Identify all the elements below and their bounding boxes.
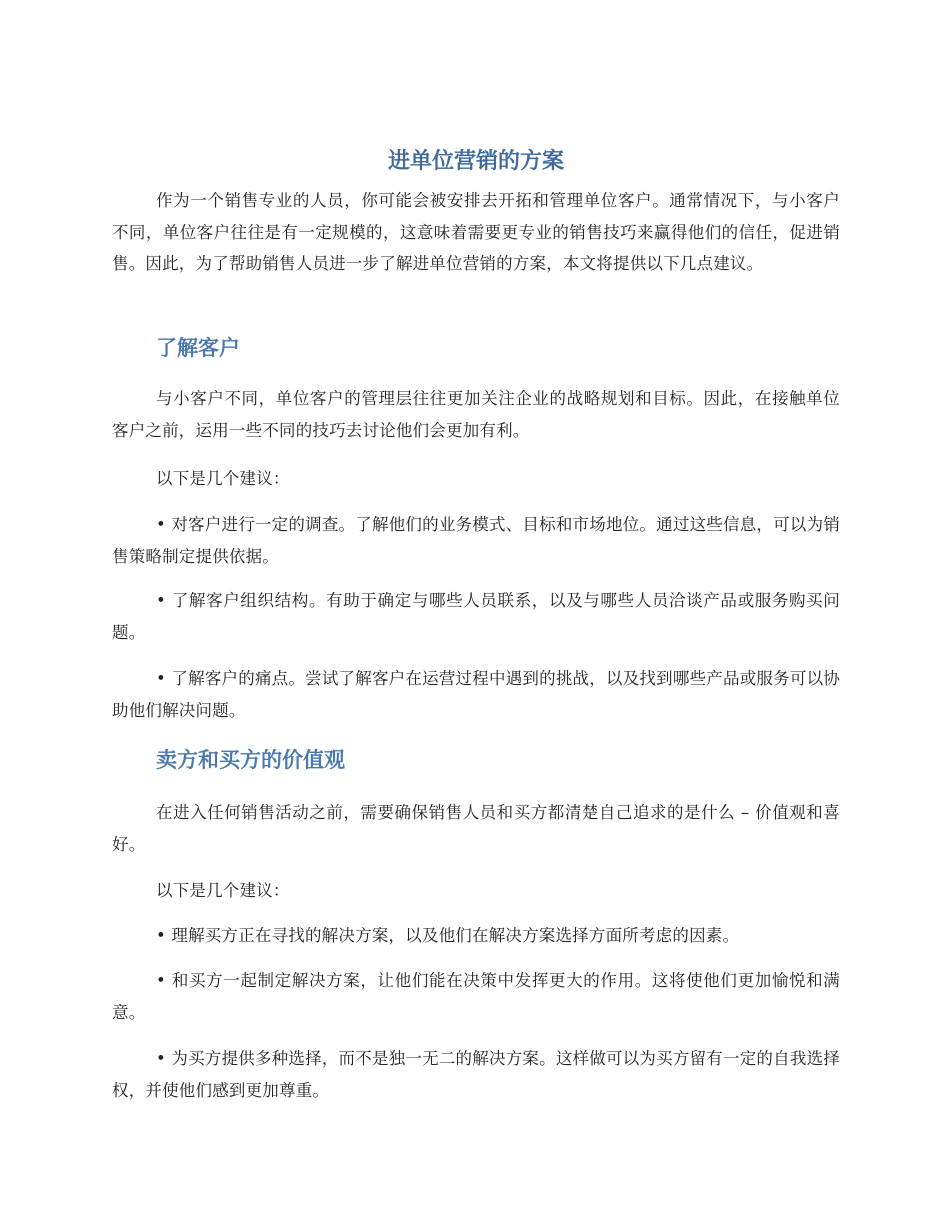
- section-1-bullet-1: • 对客户进行一定的调查。了解他们的业务模式、目标和市场地位。通过这些信息，可以为销售策略制定提供依据。: [112, 515, 840, 566]
- section-2-bullet-1: • 理解买方正在寻找的解决方案，以及他们在解决方案选择方面所考虑的因素。: [156, 926, 740, 945]
- section-2-bullet-2: • 和买方一起制定解决方案，让他们能在决策中发挥更大的作用。这将使他们更加愉悦和满意。: [112, 971, 840, 1022]
- intro-paragraph: 作为一个销售专业的人员，你可能会被安排去开拓和管理单位客户。通常情况下，与小客户不同，单位客户往往是有一定规模的，这意味着需要更专业的销售技巧来赢得他们的信任，促进销售。因此，为了帮助销售人员进一步了解进单位营销的方案，本文将提供以下几点建议。: [112, 191, 840, 273]
- section-1-bullet-3: • 了解客户的痛点。尝试了解客户在运营过程中遇到的挑战，以及找到哪些产品或服务可以协助他们解决问题。: [112, 669, 840, 720]
- document-title: 进单位营销的方案: [387, 149, 564, 174]
- document-page: [112, 0, 840, 1230]
- section-1-paragraph-1: 与小客户不同，单位客户的管理层往往更加关注企业的战略规划和目标。因此，在接触单位客户之前，运用一些不同的技巧去讨论他们会更加有利。: [112, 389, 840, 440]
- section-2-paragraph-2: 以下是几个建议：: [156, 881, 290, 900]
- section-heading-understand-customer: 了解客户: [156, 336, 240, 360]
- section-1-bullet-2: • 了解客户组织结构。有助于确定与哪些人员联系，以及与哪些人员洽谈产品或服务购买问题。: [112, 591, 840, 642]
- section-2-bullet-3: • 为买方提供多种选择，而不是独一无二的解决方案。这样做可以为买方留有一定的自我选择权，并使他们感到更加尊重。: [112, 1049, 840, 1100]
- section-1-paragraph-2: 以下是几个建议：: [156, 469, 290, 488]
- section-heading-values: 卖方和买方的价值观: [156, 748, 345, 772]
- section-2-paragraph-1: 在进入任何销售活动之前，需要确保销售人员和买方都清楚自己追求的是什么 – 价值观和喜好。: [112, 803, 840, 854]
